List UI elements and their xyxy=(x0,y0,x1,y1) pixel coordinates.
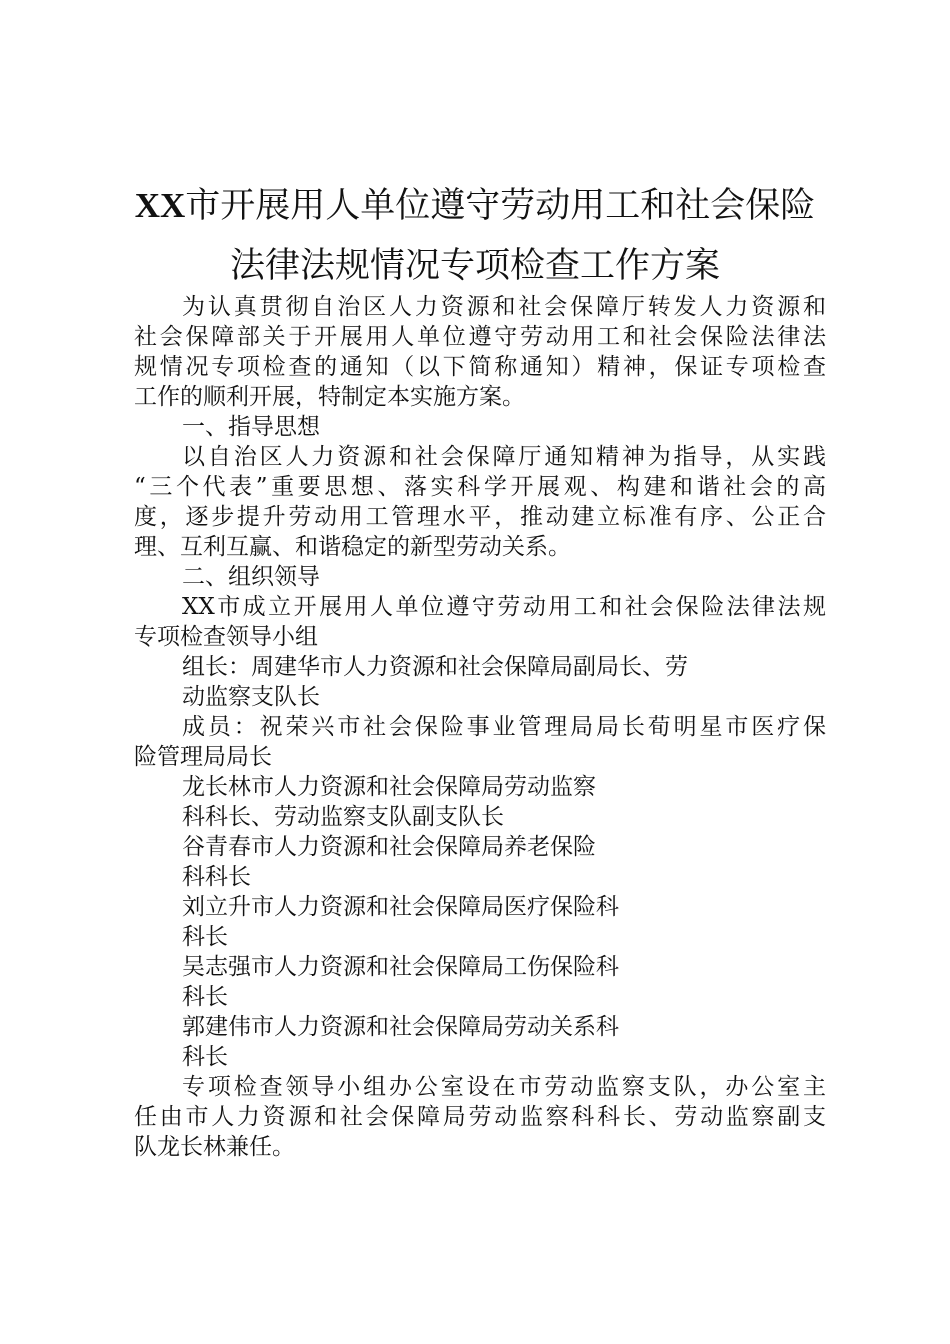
member-line: 科长 xyxy=(182,1044,228,1070)
document-title-line-2: 法律法规情况专项检查工作方案 xyxy=(229,246,720,286)
title-prefix: XX xyxy=(134,186,186,225)
paragraph-line: XX市成立开展用人单位遵守劳动用工和社会保险法律法规 xyxy=(182,594,826,620)
member-line: 科长 xyxy=(182,984,228,1010)
paragraph-line: 理、互利互赢、和谐稳定的新型劳动关系。 xyxy=(134,534,571,560)
document-body xyxy=(134,292,826,1162)
paragraph-line: “三个代表”重要思想、落实科学开展观、构建和谐社会的高 xyxy=(134,474,826,500)
paragraph-line: 组长：周建华市人力资源和社会保障局副局长、劳 xyxy=(182,654,688,680)
member-line: 谷青春市人力资源和社会保障局养老保险 xyxy=(182,834,596,860)
title-line-1-text: 市开展用人单位遵守劳动用工和社会保险 xyxy=(185,186,816,226)
paragraph-line: 工作的顺利开展，特制定本实施方案。 xyxy=(134,384,525,410)
paragraph-line: 动监察支队长 xyxy=(182,684,320,710)
paragraph-line: 为认真贯彻自治区人力资源和社会保障厅转发人力资源和 xyxy=(182,294,826,320)
member-line: 龙长林市人力资源和社会保障局劳动监察 xyxy=(182,774,596,800)
section-heading: 一、指导思想 xyxy=(182,414,320,440)
member-line: 科科长 xyxy=(182,864,251,890)
paragraph-line: 规情况专项检查的通知（以下简称通知）精神，保证专项检查 xyxy=(134,354,826,380)
document-title-line-1 xyxy=(60,186,890,226)
paragraph-line: 险管理局局长 xyxy=(134,744,272,770)
paragraph-line: 专项检查领导小组办公室设在市劳动监察支队，办公室主 xyxy=(182,1074,826,1100)
member-line: 吴志强市人力资源和社会保障局工伤保险科 xyxy=(182,954,619,980)
member-line: 刘立升市人力资源和社会保障局医疗保险科 xyxy=(182,894,619,920)
member-line: 科科长、劳动监察支队副支队长 xyxy=(182,804,504,830)
paragraph-line: 社会保障部关于开展用人单位遵守劳动用工和社会保险法律法 xyxy=(134,324,826,350)
paragraph-line: 度，逐步提升劳动用工管理水平，推动建立标准有序、公正合 xyxy=(134,504,826,530)
paragraph-line: 专项检查领导小组 xyxy=(134,624,318,650)
paragraph-line: 以自治区人力资源和社会保障厅通知精神为指导，从实践 xyxy=(182,444,826,470)
paragraph-line: 任由市人力资源和社会保障局劳动监察科科长、劳动监察副支 xyxy=(134,1104,826,1130)
paragraph-line: 队龙长林兼任。 xyxy=(134,1134,295,1160)
member-line: 郭建伟市人力资源和社会保障局劳动关系科 xyxy=(182,1014,619,1040)
member-line: 科长 xyxy=(182,924,228,950)
section-heading: 二、组织领导 xyxy=(182,564,320,590)
paragraph-line: 成员：祝荣兴市社会保险事业管理局局长荀明星市医疗保 xyxy=(182,714,826,740)
